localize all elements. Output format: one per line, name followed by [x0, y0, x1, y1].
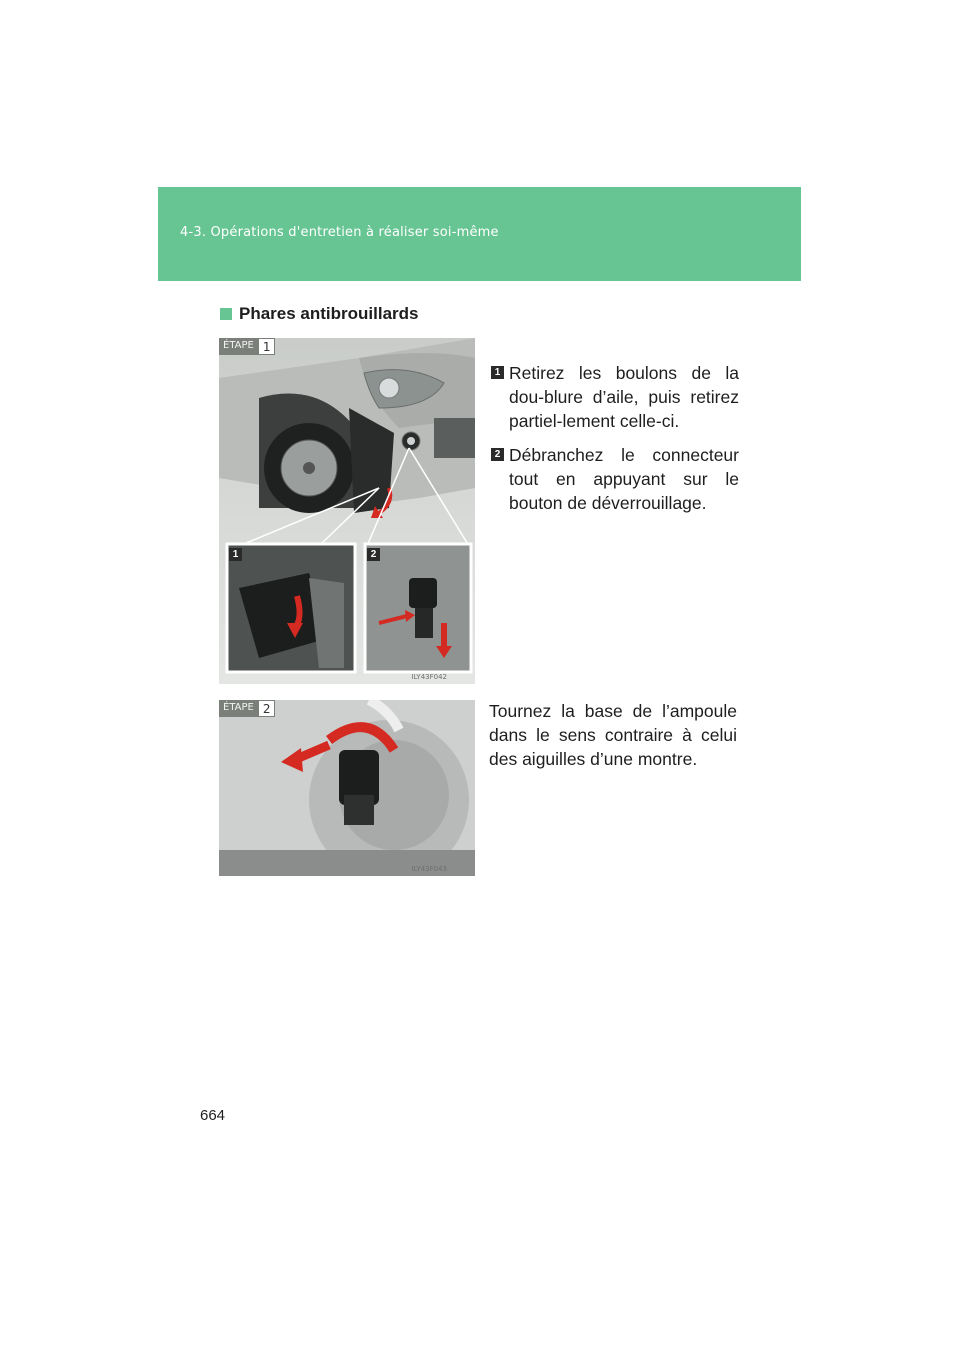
bulb-base-image — [219, 700, 475, 876]
instruction-item — [489, 361, 739, 433]
section-title: Phares antibrouillards — [239, 304, 419, 323]
figure-code: ILY43F043 — [411, 865, 447, 873]
chapter-header — [158, 187, 801, 281]
step-2-text: Tournez la base de l’ampoule dans le sens contraire à celui des aiguilles d’une montre. — [489, 701, 737, 769]
inset-number-1: 1 — [229, 548, 242, 561]
instruction-text: Retirez les boulons de la dou-blure d’aile, puis retirez partiel-lement celle-ci. — [509, 363, 739, 431]
step-2-illustration — [219, 700, 475, 876]
instruction-item — [489, 443, 739, 515]
instruction-number: 2 — [491, 448, 504, 461]
step-tag — [219, 700, 275, 717]
step-tag-word: ÉTAPE — [219, 700, 258, 717]
figure-code: ILY43F042 — [411, 673, 447, 681]
car-front-fender-image — [219, 338, 475, 684]
section-heading — [220, 304, 419, 324]
step-1-illustration — [219, 338, 475, 684]
step-tag-number: 2 — [258, 700, 276, 717]
chapter-title: 4-3. Opérations d'entretien à réaliser soi-même — [180, 225, 499, 240]
step-tag-word: ÉTAPE — [219, 338, 258, 355]
step-1-instructions — [489, 361, 739, 525]
square-bullet-icon — [220, 308, 232, 320]
step-tag-number: 1 — [258, 338, 276, 355]
page-number: 664 — [200, 1107, 226, 1124]
inset-number-2: 2 — [367, 548, 380, 561]
instruction-text: Débranchez le connecteur tout en appuyant sur le bouton de déverrouillage. — [509, 445, 739, 513]
step-tag — [219, 338, 275, 355]
instruction-number: 1 — [491, 366, 504, 379]
